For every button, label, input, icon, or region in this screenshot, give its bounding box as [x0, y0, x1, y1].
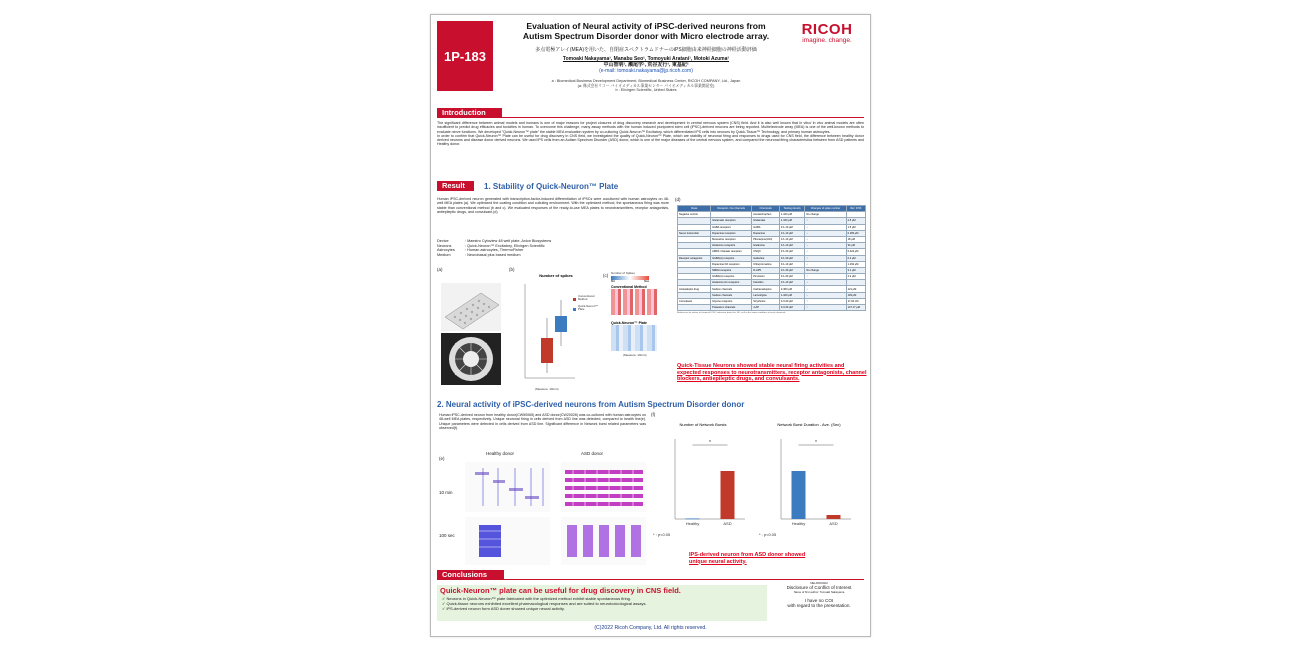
- table-cell: ↓: [805, 286, 846, 292]
- table-cell: Glutamate: [752, 218, 780, 224]
- table-cell: 3-300 μM: [779, 286, 805, 292]
- heatmap-1-title: Conventional Method: [611, 285, 647, 289]
- table-row: [678, 305, 866, 311]
- conventional-heatmap: [611, 289, 657, 315]
- table-cell: Gabazine: [752, 255, 780, 261]
- boxplot-legend-1: Conventional Method: [578, 294, 595, 302]
- panel-e-label: (e): [439, 456, 445, 461]
- table-cell: ↓: [805, 243, 846, 249]
- logo-tagline: imagine. change.: [802, 37, 852, 44]
- table-cell: 193 μM: [846, 292, 865, 298]
- author-names-jp: 中山智明¹, 瀬尾学¹, 荒谷友行¹, 東基紀²: [603, 62, 689, 68]
- bar-healthy: [686, 518, 700, 519]
- table-cell: 0.1-10 μM: [779, 224, 805, 230]
- spikes-boxplot: [511, 273, 601, 398]
- table-cell: 0.1-30 μM: [779, 274, 805, 280]
- table-cell: ↓: [805, 230, 846, 236]
- table-cell: Receptor antagonist: [678, 255, 711, 261]
- copyright-footer: (C)2022 Ricoh Company, Ltd. All rights reserved.: [594, 625, 707, 631]
- x-tick-label: ASD: [723, 521, 732, 526]
- table-cell: Dopamine D2 receptors: [711, 261, 752, 267]
- table-cell: GABA(A) receptors: [711, 255, 752, 261]
- table-cell: 0.1-30 μM: [779, 255, 805, 261]
- table-cell: Histamine H1 receptors: [711, 280, 752, 286]
- table-cell: ↑: [805, 298, 846, 304]
- x-tick-label: Healthy: [685, 521, 700, 526]
- conclusions-box: [437, 585, 767, 621]
- poster-id-badge: 1P-183: [437, 21, 493, 91]
- table-cell: Chlorpromazine: [752, 261, 780, 267]
- table-header-cell: Changes of spike number: [805, 206, 846, 212]
- table-cell: No change: [805, 267, 846, 273]
- spike-heatmaps: [611, 271, 669, 395]
- table-cell: GABA receptors: [711, 224, 752, 230]
- significance-star: *: [709, 440, 711, 446]
- conventional-box: [541, 338, 553, 363]
- burst-duration-chart: [759, 422, 859, 542]
- panel-c-label: (c): [603, 273, 609, 278]
- table-cell: ↑: [805, 305, 846, 311]
- x-tick-label: Healthy: [791, 521, 806, 526]
- table-cell: 121 μM: [846, 286, 865, 292]
- conclusions-header: [437, 570, 864, 580]
- scale-max-label: Max: [644, 280, 649, 283]
- result-heading: Result: [437, 181, 474, 191]
- table-cell: ↑: [805, 255, 846, 261]
- table-cell: Potassium channels: [711, 305, 752, 311]
- title-line-1: Evaluation of Neural activity of iPSC-derived neurons from: [526, 21, 766, 31]
- healthy-raster-100sec: [465, 517, 550, 565]
- table-cell: 4-AP: [752, 305, 780, 311]
- drug-response-table: [677, 205, 866, 314]
- asd-donor-label: ASD donor: [581, 451, 604, 456]
- x-tick-label: ASD: [829, 521, 838, 526]
- table-cell: 0.1-10 μM: [779, 230, 805, 236]
- healthy-raster-10min: [465, 462, 550, 512]
- scale-min-label: Min: [611, 280, 616, 283]
- section-1-text: Human iPSC-derived neuron generated with transcription-factor-induced differentiation of iPSCs were cocultured with human astrocytes on 48-well MEA plates (a). We optimized the coating condition and cultuting environment. With the optimized method, the spontaneous firing was more stable than conventional method (b and c). We evaluated responses of the ready-to-use MEA plates to neurotransmitters, receptor antagonists, antiepileptic drugs, and convulsant.(d): [437, 197, 669, 214]
- table-cell: 1-100 μM: [779, 218, 805, 224]
- row-100sec-label: 100 sec: [439, 533, 455, 538]
- table-cell: 0.1-10 μM: [779, 236, 805, 242]
- table-cell: ↑: [805, 218, 846, 224]
- table-cell: 2.2 μM: [846, 274, 865, 280]
- bar-healthy: [792, 471, 806, 519]
- f2-significance: * : p<0.05: [759, 532, 777, 537]
- table-cell: Histamine receptors: [711, 243, 752, 249]
- panel-a-label: (a): [437, 267, 443, 272]
- table-footnote: References for values of chemical IC50 / reference doses for, SD: n=3 at the same conditions of each chemicals: [677, 312, 786, 315]
- table-cell: CNQX: [752, 249, 780, 255]
- table-cell: Acetaminophen: [752, 212, 780, 218]
- section-1-heading: 1. Stability of Quick-Neuron™ Plate: [484, 181, 619, 191]
- table-cell: ↓: [805, 280, 846, 286]
- table-cell: 0.183 μM: [846, 230, 865, 236]
- material-row: Device : Maestro Cytoview 48 well plate, Axion Biosystems: [437, 239, 552, 243]
- conclusion-item: ✓ Quick-tissue neurons exhibited excellent pharmacological responses and are suited to neurotoxicological assays.: [442, 601, 647, 606]
- row-10min-label: 10 min: [439, 490, 453, 495]
- boxplot-legend-2: Quick-Neuron™ Plate: [578, 304, 599, 312]
- title-line-2: Autism Spectrum Disorder donor with Micro electrode array.: [522, 31, 770, 41]
- coi-line-1: I have no COI: [804, 598, 834, 603]
- section-2-conclusion: IPS-derived neuron from ASD donor showed unique neural activity.: [689, 552, 806, 565]
- panel-b-label: (b): [509, 267, 515, 272]
- table-cell: 1.5 μM: [846, 224, 865, 230]
- table-cell: ↓: [805, 236, 846, 242]
- heatmap-xlabel: (Measure: 10min): [623, 353, 647, 357]
- affiliation-b: b : Elixirgen Scientific, United States: [615, 88, 677, 93]
- affiliation-a: a : Biomedical Business Development Department, Biomedical Business Center, RICOH COMPANY, Ltd., Japan: [551, 79, 741, 83]
- material-row: Neurons : Quick-Neuron™ Excitatory, Elixirgen Scientific: [437, 243, 545, 248]
- table-cell: Dopamine receptors: [711, 230, 752, 236]
- table-cell: 0.1-30 μM: [779, 249, 805, 255]
- electrode-array-photo: [441, 333, 501, 385]
- authors: [501, 56, 791, 74]
- quick-neuron-box: [555, 316, 567, 332]
- table-cell: 34 μM: [846, 243, 865, 249]
- table-cell: 18 μM: [846, 236, 865, 242]
- coi-title: Disclosure of Conflict of Interest: [786, 585, 852, 590]
- table-cell: 0.3-30 μM: [779, 305, 805, 311]
- affiliations: [501, 79, 791, 93]
- poster-title: [501, 21, 791, 41]
- table-header-cell: Receptor / Ion channels: [711, 206, 752, 212]
- table-cell: Sodium channels: [711, 292, 752, 298]
- f2-svg: [759, 427, 859, 531]
- conclusion-item: ✓ Neurons in Quick-Neuron™ plate fabricated with the optimized method exhibit stable spontaneous firing.: [442, 596, 632, 601]
- table-header-cell: Chemicals: [752, 206, 780, 212]
- f1-svg: [653, 427, 753, 531]
- table-cell: ↓: [805, 292, 846, 298]
- table-cell: Antiepileptic drug: [678, 286, 711, 292]
- table-cell: 0.1-10 μM: [779, 243, 805, 249]
- table-header-cell: Ref. IC50: [846, 206, 865, 212]
- significance-star: *: [815, 440, 817, 446]
- coi-code: NEURO2022: [810, 581, 828, 585]
- table-cell: ↓: [805, 224, 846, 230]
- healthy-donor-label: Healthy donor: [486, 451, 515, 456]
- table-cell: 0.1-10 μM: [779, 261, 805, 267]
- table-cell: Muscarine receptors: [711, 236, 752, 242]
- table-cell: No change: [805, 212, 846, 218]
- table-cell: D-AP5: [752, 267, 780, 273]
- table-cell: [678, 305, 711, 311]
- table-cell: Neuro transmitter: [678, 230, 711, 236]
- introduction-heading: Introduction: [437, 108, 502, 118]
- table-header-cell: Class: [678, 206, 711, 212]
- table-cell: Dopamine: [752, 230, 780, 236]
- author-names: Tomoaki Nakayama¹, Manabu Seo¹, Tomoyuki Aratani¹, Motoki Azuma²: [562, 56, 730, 62]
- table-cell: 2.5 μM: [846, 218, 865, 224]
- ricoh-logo: [789, 21, 865, 44]
- table-cell: 147.17 μM: [846, 305, 865, 311]
- section-1-conclusion: Quick-Tissue Neurons showed stable neural firing activities and expected responses to neurotransmitters, receptor antagonists, channel blockers, antiepileptic drugs, and convulsants.: [677, 363, 867, 383]
- table-cell: ↓: [805, 261, 846, 267]
- conclusions-list: [437, 596, 767, 611]
- boxplot-title: Number of spikes: [539, 273, 573, 278]
- japanese-title: 多点電極アレイ(MEA)を用いた、自閉症スペクトラムドナーのiPS細胞由来神経細胞の神経活動評価: [535, 47, 757, 53]
- poster: [430, 14, 871, 637]
- boxplot-xlabel: (Measure: 10min): [535, 387, 559, 391]
- materials-list: [437, 239, 669, 257]
- table-cell: Glutamate receptors: [711, 218, 752, 224]
- f1-significance: * : p<0.05: [653, 532, 671, 537]
- affiliation-a-jp: (a: 株式会社リコー バイオメディカル事業センター バイオメディカル事業開発室): [577, 83, 715, 88]
- heatmap-legend-title: Number of Spikes: [611, 271, 635, 275]
- network-bursts-chart: [653, 422, 753, 542]
- coi-line-2: with regard to the presentation.: [787, 603, 851, 608]
- table-cell: Convulsant: [678, 298, 711, 304]
- section-2-heading: 2. Neural activity of iPSC-derived neurons from Autism Spectrum Disorder donor: [437, 400, 745, 409]
- table-cell: 0.1-30 μM: [779, 267, 805, 273]
- table-cell: GABA: [752, 224, 780, 230]
- table-cell: 0.2 μM: [846, 255, 865, 261]
- conclusions-headline: Quick-Neuron™ plate can be useful for drug discovery in CNS field.: [440, 586, 681, 595]
- coi-disclosure: [771, 581, 867, 608]
- mea-plate-photo: [441, 283, 501, 331]
- conclusion-item: ✓ iPS-derived neuron form ASD doner showed unique neural activity.: [442, 606, 565, 611]
- table-cell: AMPA / Kainate receptors: [711, 249, 752, 255]
- table-cell: ↑: [805, 274, 846, 280]
- table-cell: ↓: [805, 249, 846, 255]
- table-cell: 0.424 μM: [846, 249, 865, 255]
- panel-d-label: (d): [675, 197, 681, 202]
- table-cell: 0.1-10 μM: [779, 280, 805, 286]
- drug-table: [677, 205, 866, 311]
- quick-neuron-heatmap: [611, 325, 657, 351]
- table-cell: Pilocarpine(HCl): [752, 236, 780, 242]
- table-cell: 1-100 μM: [779, 212, 805, 218]
- panel-f-label: (f): [651, 412, 656, 417]
- table-cell: Histamine: [752, 243, 780, 249]
- table-cell: 0.3-30 μM: [779, 298, 805, 304]
- table-cell: NMDA receptors: [711, 267, 752, 273]
- material-row: Medium : Neurobasal plus based medium: [437, 252, 521, 257]
- introduction-section: [437, 108, 864, 147]
- table-cell: 1.162 μM: [846, 261, 865, 267]
- table-cell: 3.1 μM: [846, 267, 865, 273]
- conclusions-heading: Conclusions: [437, 570, 504, 580]
- table-cell: Strychnine: [752, 298, 780, 304]
- table-cell: 1-100 μM: [779, 292, 805, 298]
- table-cell: Sodium channels: [711, 286, 752, 292]
- intro-paragraph-1: The significant difference between animal models and humans is one of major reasons for project closures of drug discovery research and development in central nervous system (CNS) field. And it is also well known that in vitro/ in vivo animal models are often insufficient to predict drug efficacies and toxicities in human. To overcome this challenge, many assay methods with the human induced pluripotent stem cell (iPSC)-derived neurons are being reported. Multielectrode array (MEA) is one of the well-known methods to evaluate nerve functions. We developed "Quick-Neuron™ plate" the stable MEA evaluation system by co-culturing Quick-Neuron™ Excitatory, which differentiated iPS cells into neurons by Quick-Tissue™ Technology, and primary human astrocytes.: [437, 121, 864, 134]
- table-cell: GABA(A) receptors: [711, 274, 752, 280]
- table-cell: Ketotifen: [752, 280, 780, 286]
- material-row: Astrocytes : Human astrocytes, ThermoFisher: [437, 248, 524, 253]
- coi-name: Name of first author: Tomoaki Nakayama: [793, 590, 845, 594]
- asd-raster-100sec: [561, 517, 646, 565]
- bar-asd: [827, 515, 841, 519]
- table-cell: Negative control: [678, 212, 711, 218]
- section-2-text: Human iPSC-derived neuron from healthy donor(CW50065) and ASD donor(CW20026) was co-cultured with human astrocytes on 48-well MEA plates, respectively. Unique neuronal firing in cells derived from ASD line was detected, compared to health line(e). Unique parameters were detected in cells derived from ASD line. Significant difference in Network burst related parameters was observed(f).: [439, 413, 646, 430]
- intro-paragraph-2: In order to confirm that Quick-Neuron™ Plate can be useful for drug discovery in CNS field, we investigated the quality of Quick-Neuron™ Plate, which are stability of neuronal firing and responses to drugs used for CNS field, the difference between healthy donor derived neurons and disease donor derived neurons. We used iPS cells from an Autism Spectrum Disorder (ASD) donor, which is one of the major diseases of the central nervous system, and compared the neuronal firing characteristics between from ASD patients and Healthy donor.: [437, 133, 864, 147]
- heatmap-2-title: Quick-Neuron™ Plate: [611, 321, 647, 325]
- f1-title: Number of Network Bursts: [679, 422, 727, 427]
- table-cell: Lamotrigine: [752, 292, 780, 298]
- result-header: [437, 181, 864, 191]
- table-header-cell: Testing density: [779, 206, 805, 212]
- f2-title: Network Burst Duration - Ave. (Sec): [777, 422, 841, 427]
- table-cell: Picrotoxin: [752, 274, 780, 280]
- asd-raster-10min: [561, 462, 646, 512]
- author-email[interactable]: (e-mail: tomoaki.nakayama@jp.ricoh.com): [599, 68, 693, 74]
- logo-wordmark: RICOH: [801, 21, 853, 38]
- table-cell: Carbamazepine: [752, 286, 780, 292]
- table-cell: Glycine receptors: [711, 298, 752, 304]
- bar-asd: [721, 471, 735, 519]
- table-cell: 17.62 nM: [846, 298, 865, 304]
